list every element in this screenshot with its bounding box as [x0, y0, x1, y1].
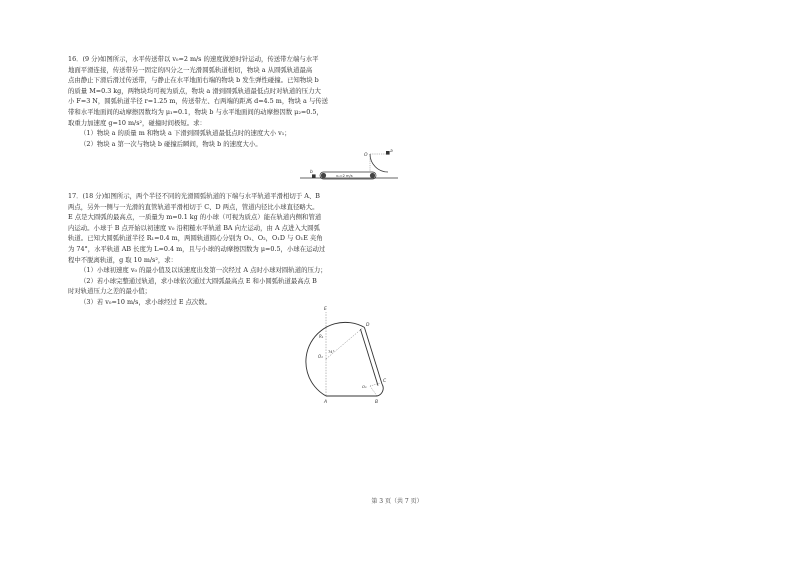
problem-line: 17．(18 分)如图所示，两个半径不同的光滑圆弧轨道的下端与水平轨道平滑相切于 A、B — [68, 192, 320, 200]
problem-line: 为 74°，水平轨道 AB 长度为 L=0.4 m，且与小球的动摩擦因数为 μ=0.5，小球在运动过 — [68, 244, 326, 253]
problem-17-body — [68, 191, 398, 308]
problem-line: 带和水平地面间的动摩擦因数均为 μ₁=0.1，物块 b 与水平地面间的动摩擦因数 μ₂=0.5， — [68, 107, 323, 116]
sub-question: （2）若小球完整通过轨道，求小球依次通过大圆弧最高点 E 和小圆弧轨道最高点 B — [80, 276, 317, 285]
radius-r1-label: R₁ — [319, 334, 324, 339]
problem-line: 点由静止下滑后滑过传送带，与静止在水平地面右端的物块 b 发生弹性碰撞。已知物块 b — [68, 76, 319, 85]
problem-16 — [68, 54, 398, 149]
quarter-arc — [370, 154, 388, 172]
radius-o1d — [326, 328, 362, 359]
figure-17-track — [282, 304, 392, 406]
roller-left — [321, 173, 326, 178]
point-o-label: O — [364, 153, 368, 158]
problem-line: 的质量 M=0.3 kg，两物块均可视为质点，物块 a 滑到圆弧轨道最低点时对轨道的压力大 — [68, 86, 321, 95]
roller-right — [370, 173, 375, 178]
angle-label: 74° — [328, 350, 335, 354]
figure-16-conveyor — [300, 146, 398, 188]
problem-line: 程中不脱离轨道，g 取 10 m/s²，求： — [68, 255, 178, 264]
sub-question: （1）小球初速度 v₀ 的最小值及以该速度出发第一次经过 A 点时小球对圆轨道的压力； — [80, 266, 327, 275]
sub-question: （1）物块 a 的质量 m 和物块 a 下滑到圆弧轨道最低点时的速度大小 v₁； — [80, 129, 291, 138]
belt-speed-label: v₀=2 m/s — [336, 174, 353, 178]
problem-17 — [68, 191, 398, 308]
pipe-inner — [360, 329, 378, 386]
point-c-label: C — [383, 379, 387, 384]
center-o1-label: O₁ — [318, 354, 323, 359]
point-b-label: B — [375, 400, 379, 405]
problem-line: 两点，另外一侧与一光滑的直管轨道平滑相切于 C、D 两点，管道内径比小球直径略大。 — [68, 202, 319, 211]
point-d-label: D — [366, 323, 370, 328]
problem-16-body — [68, 54, 398, 149]
point-e-label: E — [324, 307, 327, 312]
center-o2-label: O₂ — [362, 384, 367, 389]
radius-o2c — [370, 383, 380, 386]
small-arc — [377, 384, 383, 396]
sub-question: （3）若 v₀=10 m/s，求小球经过 E 点次数。 — [80, 297, 212, 306]
block-a-label: a — [390, 149, 393, 154]
problem-line: 取重力加速度 g=10 m/s²，碰撞时间极短。求： — [68, 118, 206, 127]
problem-line: 16．(9 分)如图所示，水平传送带以 v₀=2 m/s 的速度做逆时针运动，传送带左端与水平 — [68, 55, 319, 63]
pipe-outer — [364, 327, 382, 384]
block-b-label: b — [310, 170, 313, 175]
problem-line: 小 F=3 N，圆弧轨道半径 r=1.25 m，传送带左、右两端的距离 d=4.5 m，物块 a 与传送 — [68, 97, 329, 106]
problem-line: 轨道。已知大圆弧轨道半径 R₁=0.4 m，两圆轨道圆心分别为 O₁、O₂，O₁D 与 O₁E 夹角 — [68, 234, 323, 243]
point-a-label: A — [324, 400, 328, 405]
sub-question: （2）物块 a 第一次与物块 b 碰撞后瞬间，物块 b 的速度大小。 — [80, 139, 262, 148]
problem-line: 内运动。小球于 B 点开始以初速度 v₀ 沿粗糙水平轨道 BA 向左运动，由 A 点进入大圆弧 — [68, 223, 320, 232]
large-arc — [306, 322, 365, 396]
page-footer: 第 3 页（共 7 页） — [371, 498, 423, 505]
radius-o2 — [370, 386, 377, 396]
problem-line: E 点是大圆弧的最高点，一质量为 m=0.1 kg 的小球（可视为质点）能在轨道内侧和管道 — [68, 213, 322, 222]
problem-line: 时对轨道压力之差的最小值； — [68, 287, 152, 296]
problem-line: 地面平滑连接，传送带另一固定的四分之一光滑圆弧轨道相切，物块 a 从圆弧轨道最高 — [68, 65, 313, 74]
